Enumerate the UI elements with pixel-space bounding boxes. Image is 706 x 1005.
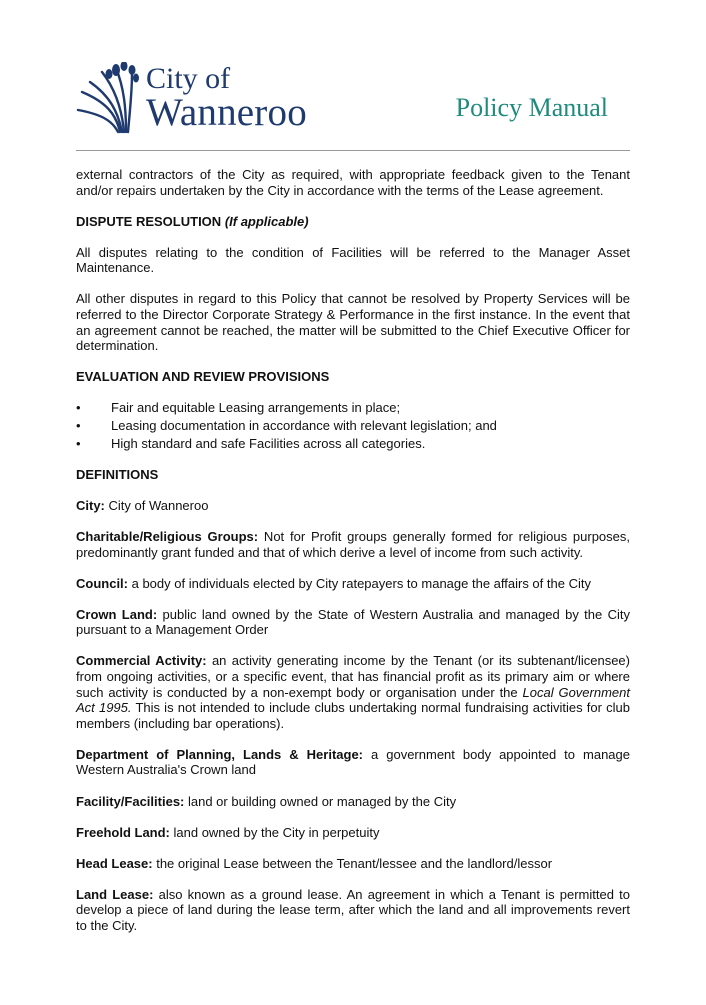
definition-text: Not for Profit groups generally formed for religious purposes, predominantly grant funded and that of which derive a level of income from such activity. [76,528,631,560]
dispute-heading-text: DISPUTE RESOLUTION [76,213,222,229]
definition-item [76,653,630,731]
definition-term: Facility/Facilities: [76,793,185,809]
definition-item [76,747,630,778]
definition-text-after: This is not intended to include clubs undertaking normal fundraising activities for club members (including bar operations). [76,700,630,731]
definition-item [76,607,630,638]
definition-term: Freehold Land: [76,824,170,840]
definition-term: Land Lease: [76,886,154,902]
list-item [76,418,630,434]
definition-item [76,529,630,560]
definition-text: City of Wanneroo [104,497,209,513]
definition-text: a body of individuals elected by City ratepayers to manage the affairs of the City [128,575,591,591]
dispute-paragraph-2: All other disputes in regard to this Policy that cannot be resolved by Property Services will be referred to the Director Corporate Strategy & Performance in the first instance. In the event that an agreement cannot be reached, the matter will be submitted to the Chief Executive Officer for determination. [76,291,630,354]
document-body [76,167,630,949]
definition-term: Council: [76,575,128,591]
definition-text: the original Lease between the Tenant/lessee and the landlord/lessor [152,855,553,871]
definition-item [76,856,630,872]
policy-manual-title: Policy Manual [455,93,608,122]
header-divider [76,150,630,151]
definition-term: Head Lease: [76,855,153,871]
city-of-wanneroo-logo [76,62,326,134]
definition-text: land owned by the City in perpetuity [169,824,380,840]
list-item-text: High standard and safe Facilities across all categories. [111,435,426,451]
definition-term: Commercial Activity: [76,653,207,669]
bullet-icon: • [76,400,81,416]
bullet-icon: • [76,435,81,451]
logo-text-city-of: City of [146,62,231,95]
definition-term: Crown Land: [76,606,158,622]
definitions-heading: DEFINITIONS [76,466,159,482]
definition-item [76,825,630,841]
definition-text: a government body appointed to manage Western Australia's Crown land [76,746,630,778]
dispute-paragraph-1: All disputes relating to the condition of Facilities will be referred to the Manager Asset Maintenance. [76,244,630,276]
definition-term: City: [76,497,105,513]
evaluation-heading: EVALUATION AND REVIEW PROVISIONS [76,369,330,385]
definition-text: public land owned by the State of Western Australia and managed by the City pursuant to a Management Order [76,606,630,638]
dispute-heading-suffix: (If applicable) [224,213,309,229]
dispute-resolution-heading [76,214,630,230]
bullet-icon: • [76,418,81,434]
evaluation-list [76,400,630,451]
list-item-text: Leasing documentation in accordance with relevant legislation; and [111,418,497,434]
logo-text-wanneroo: Wanneroo [146,91,307,134]
list-item-text: Fair and equitable Leasing arrangements in place; [111,400,401,416]
grass-tree-icon [76,62,142,134]
definition-term: Charitable/Religious Groups: [76,528,259,544]
definition-term: Department of Planning, Lands & Heritage: [76,746,364,762]
definition-text: also known as a ground lease. An agreement in which a Tenant is permitted to develop a piece of land during the lease term, after which the land and all improvements revert to the City. [76,886,630,933]
definition-item [76,498,630,514]
definition-italic-act: Local Government Act 1995. [76,684,630,716]
definition-item [76,887,630,934]
definition-item [76,576,630,592]
definition-text: an activity generating income by the Tenant (or its subtenant/licensee) from ongoing activities, or a specific event, that has financial profit as its primary aim or where such activity is conducted by a non-exempt body or organisation under the [76,653,630,700]
definition-text: land or building owned or managed by the City [184,793,457,809]
intro-paragraph: external contractors of the City as required, with appropriate feedback given to the Tenant and/or repairs undertaken by the City in accordance with the terms of the Lease agreement. [76,167,630,198]
list-item [76,400,630,416]
definition-item [76,794,630,810]
list-item [76,436,630,452]
